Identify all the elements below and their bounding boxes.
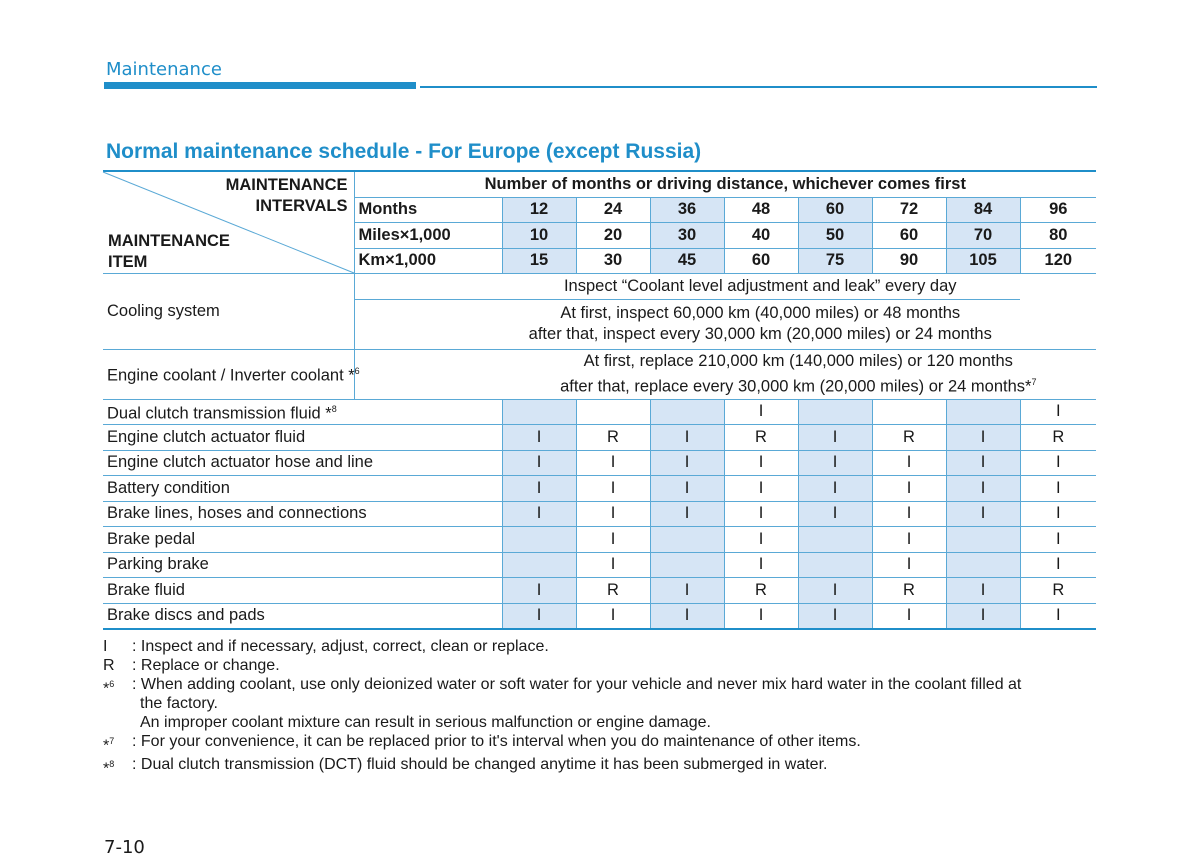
schedule-mark	[798, 527, 872, 553]
schedule-mark: I	[502, 578, 576, 604]
item-footnote: 8	[331, 404, 337, 414]
legend-replace	[103, 656, 1103, 675]
schedule-mark: R	[576, 578, 650, 604]
km-cell: 90	[872, 248, 946, 274]
item-name-text: Engine clutch actuator hose and line	[107, 453, 374, 472]
item-name	[103, 425, 502, 451]
footnote-6-text	[132, 675, 1103, 732]
miles-cell: 30	[650, 223, 724, 249]
months-label: Months	[354, 197, 502, 223]
schedule-mark: I	[946, 450, 1020, 476]
table-row	[103, 578, 1096, 604]
legend-inspect	[103, 637, 1103, 656]
schedule-mark	[650, 552, 724, 578]
schedule-mark: I	[872, 527, 946, 553]
km-cell: 60	[724, 248, 798, 274]
miles-cell: 20	[576, 223, 650, 249]
table-row	[103, 527, 1096, 553]
item-name-text: Brake lines, hoses and connections	[107, 504, 367, 523]
schedule-mark: I	[576, 501, 650, 527]
schedule-mark: I	[872, 603, 946, 629]
schedule-mark: I	[798, 450, 872, 476]
table-row	[103, 425, 1096, 451]
footnote-7-number: 7	[109, 736, 115, 746]
schedule-mark: I	[650, 501, 724, 527]
item-name-text: Brake pedal	[107, 529, 196, 548]
schedule-mark: I	[1020, 552, 1096, 578]
schedule-mark: I	[798, 501, 872, 527]
schedule-mark: I	[576, 552, 650, 578]
schedule-mark: I	[1020, 450, 1096, 476]
header-rule-thick	[104, 82, 416, 89]
item-name-text: Dual clutch transmission fluid *	[107, 404, 332, 423]
item-name	[103, 476, 502, 502]
footnote-8-star: *	[103, 760, 110, 778]
footnote-7-key	[103, 732, 132, 755]
cooling-daily-note: Inspect “Coolant level adjustment and leak” every day	[354, 274, 1020, 300]
item-engine-coolant	[103, 349, 360, 399]
item-name	[103, 399, 502, 425]
footnote-6-line2: the factory.	[140, 695, 218, 712]
schedule-mark: I	[502, 501, 576, 527]
schedule-mark	[946, 552, 1020, 578]
engine-coolant-line2-text: after that, replace every 30,000 km (20,000 miles) or 24 months*	[560, 377, 1032, 396]
months-cell: 24	[576, 197, 650, 223]
schedule-mark	[502, 552, 576, 578]
item-name-text: Engine clutch actuator fluid	[107, 427, 306, 446]
schedule-mark: I	[872, 501, 946, 527]
corner-intervals-line1: MAINTENANCE	[225, 176, 348, 194]
schedule-mark: I	[576, 450, 650, 476]
section-title: Maintenance	[106, 59, 222, 80]
months-cell: 12	[502, 197, 576, 223]
schedule-mark: I	[650, 603, 724, 629]
table-row	[103, 450, 1096, 476]
schedule-mark: R	[724, 578, 798, 604]
schedule-mark: I	[1020, 476, 1096, 502]
legend-inspect-key: I	[103, 638, 108, 655]
page-number: 7-10	[104, 837, 145, 858]
schedule-mark	[576, 399, 650, 425]
km-label: Km×1,000	[354, 248, 502, 274]
corner-intervals-label	[226, 175, 348, 217]
footnote-7-star: *	[103, 737, 110, 755]
schedule-mark: I	[724, 603, 798, 629]
schedule-mark: I	[946, 476, 1020, 502]
km-cell: 120	[1020, 248, 1096, 274]
schedule-mark: I	[872, 450, 946, 476]
schedule-mark: I	[576, 603, 650, 629]
schedule-mark: I	[502, 450, 576, 476]
footnote-8	[103, 755, 1103, 778]
legend-inspect-text: : Inspect and if necessary, adjust, correct, clean or replace.	[132, 638, 549, 655]
schedule-mark: I	[724, 501, 798, 527]
schedule-mark: I	[798, 578, 872, 604]
schedule-mark: R	[1020, 425, 1096, 451]
footnote-8-number: 8	[109, 759, 115, 770]
corner-item-line2: ITEM	[108, 253, 148, 271]
miles-cell: 10	[502, 223, 576, 249]
schedule-mark: I	[872, 476, 946, 502]
km-cell: 75	[798, 248, 872, 274]
months-cell: 84	[946, 197, 1020, 223]
schedule-mark	[650, 527, 724, 553]
footnote-6-star: *	[103, 680, 110, 698]
schedule-mark	[502, 527, 576, 553]
km-cell: 45	[650, 248, 724, 274]
schedule-mark	[946, 527, 1020, 553]
schedule-mark: R	[872, 425, 946, 451]
header-rule-thin	[420, 86, 1097, 88]
schedule-mark: I	[872, 552, 946, 578]
schedule-mark: R	[724, 425, 798, 451]
schedule-mark	[650, 399, 724, 425]
table-row	[103, 399, 1096, 425]
schedule-mark: I	[798, 603, 872, 629]
item-name-text: Parking brake	[107, 555, 209, 574]
miles-cell: 60	[872, 223, 946, 249]
cooling-interval-line2: after that, inspect every 30,000 km (20,000 miles) or 24 months	[528, 325, 992, 343]
item-name	[103, 501, 502, 527]
months-cell: 72	[872, 197, 946, 223]
footnote-7-text: : For your convenience, it can be replaced prior to it's interval when you do maintenance of other items.	[132, 733, 861, 750]
schedule-mark: I	[724, 552, 798, 578]
interval-header: Number of months or driving distance, whichever comes first	[354, 171, 1096, 197]
item-name	[103, 450, 502, 476]
km-cell: 105	[946, 248, 1020, 274]
schedule-mark: I	[650, 578, 724, 604]
schedule-mark: I	[576, 527, 650, 553]
km-cell: 15	[502, 248, 576, 274]
item-name-text: Brake fluid	[107, 580, 185, 599]
schedule-mark	[798, 552, 872, 578]
miles-cell: 50	[798, 223, 872, 249]
schedule-mark: R	[576, 425, 650, 451]
table-row	[103, 552, 1096, 578]
schedule-mark: R	[1020, 578, 1096, 604]
item-name	[103, 552, 502, 578]
corner-item-label	[108, 231, 230, 273]
footnote-6	[103, 675, 1103, 732]
table-row	[103, 476, 1096, 502]
schedule-mark: I	[798, 425, 872, 451]
months-cell: 36	[650, 197, 724, 223]
footnote-6-number: 6	[109, 679, 115, 689]
schedule-mark: R	[872, 578, 946, 604]
item-name-text: Brake discs and pads	[107, 606, 265, 625]
schedule-mark: I	[724, 450, 798, 476]
schedule-mark: I	[1020, 501, 1096, 527]
months-cell: 60	[798, 197, 872, 223]
cooling-interval-note	[354, 299, 1020, 349]
schedule-mark: I	[946, 578, 1020, 604]
table-row	[103, 603, 1096, 629]
maintenance-schedule-table	[103, 170, 1096, 630]
legend	[103, 637, 1103, 779]
months-cell: 48	[724, 197, 798, 223]
schedule-mark: I	[1020, 603, 1096, 629]
engine-coolant-note	[354, 349, 1096, 399]
schedule-mark	[946, 399, 1020, 425]
footnote-6-line1: : When adding coolant, use only deionized water or soft water for your vehicle and never mix hard water in the coolant filled at	[132, 676, 1022, 693]
footnote-6-line3: An improper coolant mixture can result in serious malfunction or engine damage.	[140, 714, 711, 731]
schedule-mark: I	[576, 476, 650, 502]
legend-replace-text: : Replace or change.	[132, 657, 280, 674]
schedule-mark: I	[502, 476, 576, 502]
corner-item-line1: MAINTENANCE	[108, 232, 230, 250]
corner-intervals-line2: INTERVALS	[255, 197, 348, 215]
engine-coolant-line2	[505, 372, 1093, 398]
item-name	[103, 527, 502, 553]
schedule-mark: I	[724, 527, 798, 553]
page-title: Normal maintenance schedule - For Europe (except Russia)	[106, 140, 702, 163]
footnote-8-key	[103, 755, 132, 778]
schedule-mark: I	[946, 501, 1020, 527]
table-row	[103, 501, 1096, 527]
schedule-mark: I	[650, 425, 724, 451]
schedule-mark: I	[798, 476, 872, 502]
engine-coolant-footnote: 6	[354, 366, 360, 377]
schedule-mark: I	[502, 603, 576, 629]
table-corner-header	[103, 171, 354, 274]
miles-cell: 80	[1020, 223, 1096, 249]
schedule-mark: I	[1020, 527, 1096, 553]
miles-label: Miles×1,000	[354, 223, 502, 249]
miles-cell: 70	[946, 223, 1020, 249]
footnote-7	[103, 732, 1103, 755]
schedule-mark: I	[1020, 399, 1096, 425]
item-name-text: Battery condition	[107, 478, 230, 497]
schedule-mark: I	[502, 425, 576, 451]
cooling-interval-line1: At first, inspect 60,000 km (40,000 miles) or 48 months	[560, 304, 961, 322]
legend-replace-key: R	[103, 657, 115, 674]
engine-coolant-line2-footnote: 7	[1031, 376, 1037, 387]
footnote-8-text: : Dual clutch transmission (DCT) fluid should be changed anytime it has been submerged in water.	[132, 756, 828, 774]
miles-cell: 40	[724, 223, 798, 249]
schedule-mark: I	[650, 476, 724, 502]
km-cell: 30	[576, 248, 650, 274]
schedule-mark: I	[650, 450, 724, 476]
schedule-mark	[872, 399, 946, 425]
item-name	[103, 578, 502, 604]
engine-coolant-line1: At first, replace 210,000 km (140,000 miles) or 120 months	[583, 351, 1013, 370]
footnote-6-key	[103, 675, 132, 732]
schedule-mark	[798, 399, 872, 425]
schedule-mark: I	[724, 399, 798, 425]
engine-coolant-name: Engine coolant / Inverter coolant *	[107, 366, 355, 385]
schedule-mark: I	[946, 425, 1020, 451]
schedule-mark: I	[724, 476, 798, 502]
months-cell: 96	[1020, 197, 1096, 223]
schedule-mark: I	[946, 603, 1020, 629]
schedule-mark	[502, 399, 576, 425]
item-cooling-system: Cooling system	[103, 274, 354, 350]
item-name	[103, 603, 502, 629]
